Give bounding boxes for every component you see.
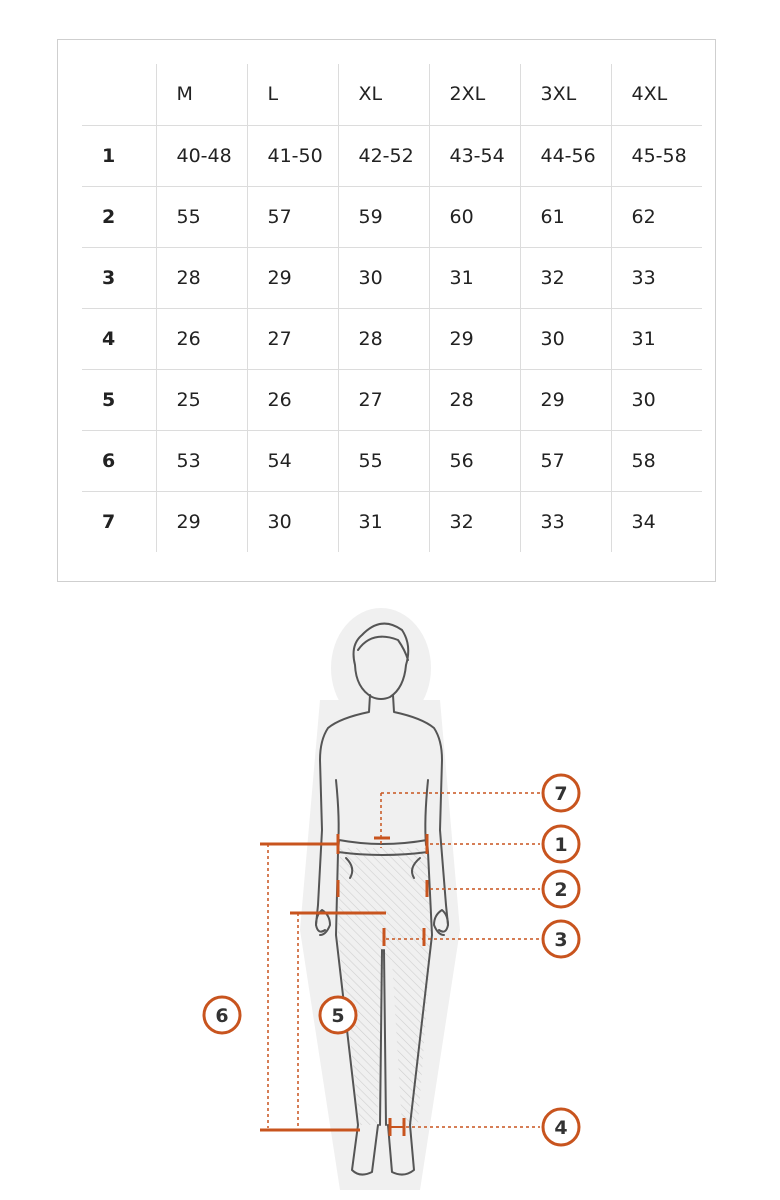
- size-header-4xl: 4XL: [611, 64, 702, 125]
- size-header-l: L: [247, 64, 338, 125]
- table-cell: 42-52: [338, 125, 429, 186]
- marker-1-label: 1: [554, 834, 568, 856]
- table-cell: 41-50: [247, 125, 338, 186]
- marker-5: [320, 997, 356, 1033]
- table-row: [82, 247, 702, 308]
- table-cell: 28: [156, 247, 247, 308]
- row-label: 2: [82, 186, 156, 247]
- table-cell: 27: [338, 369, 429, 430]
- table-row: [82, 186, 702, 247]
- table-cell: 53: [156, 430, 247, 491]
- marker-3: [543, 921, 579, 957]
- marker-3-label: 3: [554, 929, 568, 951]
- size-header-m: M: [156, 64, 247, 125]
- body-measurement-figure: [0, 600, 780, 1200]
- table-row: [82, 369, 702, 430]
- size-table: [82, 64, 702, 552]
- table-cell: 26: [247, 369, 338, 430]
- table-cell: 33: [520, 491, 611, 552]
- table-cell: 40-48: [156, 125, 247, 186]
- table-cell: 32: [520, 247, 611, 308]
- size-header-2xl: 2XL: [429, 64, 520, 125]
- table-row: [82, 491, 702, 552]
- table-cell: 30: [611, 369, 702, 430]
- table-cell: 31: [338, 491, 429, 552]
- table-cell: 28: [338, 308, 429, 369]
- size-chart-card: [57, 39, 716, 582]
- row-label: 4: [82, 308, 156, 369]
- corner-cell: [82, 64, 156, 125]
- table-cell: 32: [429, 491, 520, 552]
- table-cell: 59: [338, 186, 429, 247]
- table-cell: 30: [247, 491, 338, 552]
- table-cell: 58: [611, 430, 702, 491]
- table-cell: 29: [156, 491, 247, 552]
- table-cell: 29: [429, 308, 520, 369]
- table-cell: 30: [520, 308, 611, 369]
- marker-1: [543, 826, 579, 862]
- row-label: 3: [82, 247, 156, 308]
- marker-4-label: 4: [554, 1117, 568, 1139]
- table-header-row: [82, 64, 702, 125]
- table-row: [82, 125, 702, 186]
- table-cell: 54: [247, 430, 338, 491]
- table-cell: 61: [520, 186, 611, 247]
- table-cell: 33: [611, 247, 702, 308]
- table-row: [82, 308, 702, 369]
- table-cell: 60: [429, 186, 520, 247]
- marker-6-label: 6: [215, 1005, 229, 1027]
- table-cell: 57: [520, 430, 611, 491]
- table-cell: 55: [156, 186, 247, 247]
- table-cell: 45-58: [611, 125, 702, 186]
- table-cell: 31: [611, 308, 702, 369]
- table-cell: 43-54: [429, 125, 520, 186]
- marker-7: [543, 775, 579, 811]
- table-cell: 30: [338, 247, 429, 308]
- table-cell: 31: [429, 247, 520, 308]
- marker-2-label: 2: [554, 879, 568, 901]
- table-cell: 29: [247, 247, 338, 308]
- row-label: 1: [82, 125, 156, 186]
- table-cell: 34: [611, 491, 702, 552]
- table-row: [82, 430, 702, 491]
- table-cell: 26: [156, 308, 247, 369]
- table-cell: 29: [520, 369, 611, 430]
- marker-4: [543, 1109, 579, 1145]
- table-cell: 44-56: [520, 125, 611, 186]
- table-cell: 56: [429, 430, 520, 491]
- marker-7-label: 7: [554, 783, 568, 805]
- row-label: 6: [82, 430, 156, 491]
- size-header-xl: XL: [338, 64, 429, 125]
- marker-6: [204, 997, 240, 1033]
- size-header-3xl: 3XL: [520, 64, 611, 125]
- table-cell: 62: [611, 186, 702, 247]
- table-cell: 28: [429, 369, 520, 430]
- marker-5-label: 5: [331, 1005, 345, 1027]
- row-label: 5: [82, 369, 156, 430]
- table-cell: 27: [247, 308, 338, 369]
- row-label: 7: [102, 510, 116, 533]
- table-cell: 25: [156, 369, 247, 430]
- table-cell: 57: [247, 186, 338, 247]
- marker-2: [543, 871, 579, 907]
- table-cell: 55: [338, 430, 429, 491]
